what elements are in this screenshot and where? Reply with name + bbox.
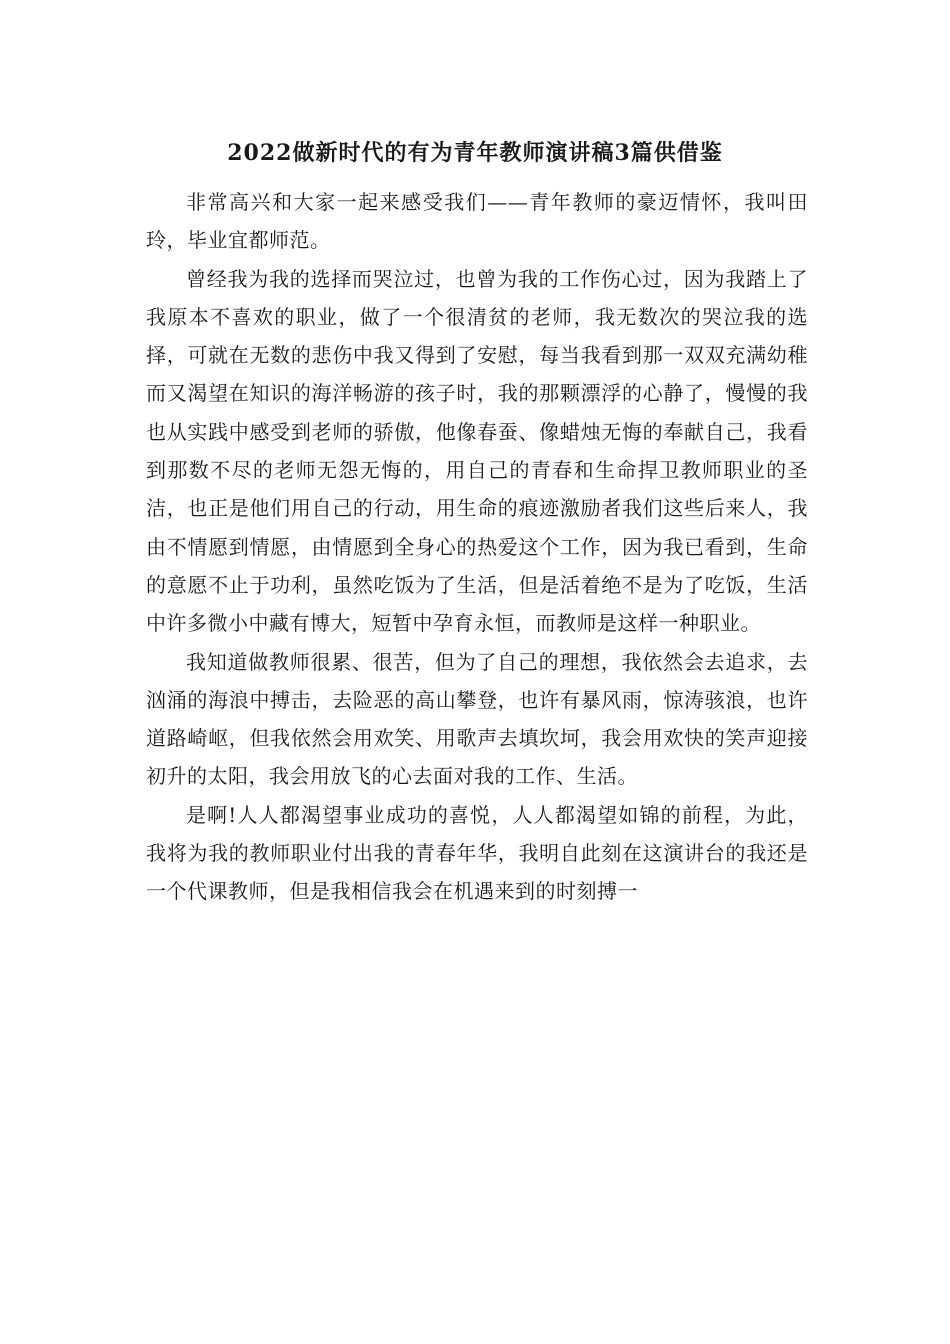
paragraph-3: 我知道做教师很累、很苦，但为了自己的理想，我依然会去追求，去汹涌的海浪中搏击，去险恶的高山攀登，也许有暴风雨，惊涛骇浪，也许道路崎岖，但我依然会用欢笑、用歌声去填坎坷，我会用欢快的笑声迎接初升的太阳，我会用放飞的心去面对我的工作、生活。	[146, 649, 808, 789]
paragraph-1: 非常高兴和大家一起来感受我们——青年教师的豪迈情怀，我叫田玲，毕业宜都师范。	[146, 190, 808, 253]
paragraph-2: 曾经我为我的选择而哭泣过，也曾为我的工作伤心过，因为我踏上了我原本不喜欢的职业，做了一个很清贫的老师，我无数次的哭泣我的选择，可就在无数的悲伤中我又得到了安慰，每当我看到那一双双充满幼稚而又渴望在知识的海洋畅游的孩子时，我的那颗漂浮的心静了，慢慢的我也从实践中感受到老师的骄傲，他像春蚕、像蜡烛无悔的奉献自己，我看到那数不尽的老师无怨无悔的，用自己的青春和生命捍卫教师职业的圣洁，也正是他们用自己的行动，用生命的痕迹激励者我们这些后来人，我由不情愿到情愿，由情愿到全身心的热爱这个工作，因为我已看到，生命的意愿不止于功利，虽然吃饭为了生活，但是活着绝不是为了吃饭，生活中许多微小中藏有博大，短暂中孕育永恒，而教师是这样一种职业。	[146, 266, 808, 636]
document-body	[146, 183, 808, 911]
paragraph-4: 是啊!人人都渴望事业成功的喜悦，人人都渴望如锦的前程，为此，我将为我的教师职业付出我的青春年华，我明自此刻在这演讲台的我还是一个代课教师，但是我相信我会在机遇来到的时刻搏一	[146, 802, 808, 904]
document-title: 2022做新时代的有为青年教师演讲稿3篇供借鉴	[227, 140, 723, 166]
